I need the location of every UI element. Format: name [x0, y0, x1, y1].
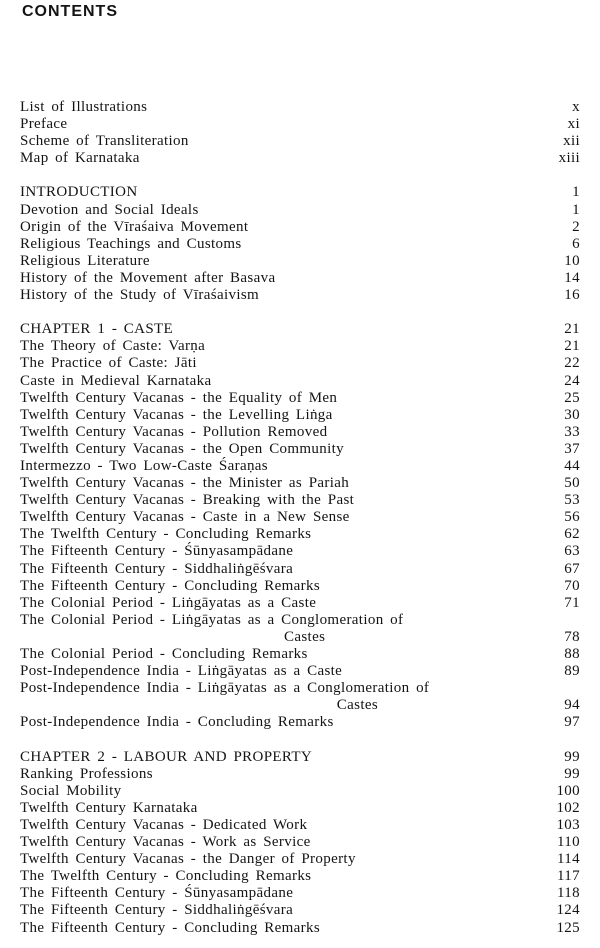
entry-page-number: 44	[564, 457, 580, 474]
entry-page-number: 1	[572, 201, 580, 218]
entry-page-number: x	[572, 99, 580, 115]
entry-title: Social Mobility	[20, 782, 122, 799]
toc-entry	[20, 355, 580, 372]
section-gap	[20, 731, 580, 748]
entry-title: The Practice of Caste: Jāti	[20, 355, 197, 372]
entry-page-number: 24	[564, 372, 580, 389]
entry-page-number: 118	[557, 885, 580, 902]
entry-page-number: 6	[572, 235, 580, 252]
entry-title: Origin of the Vīraśaiva Movement	[20, 218, 249, 235]
toc-entry	[20, 612, 580, 646]
toc-entry	[20, 595, 580, 612]
entry-title: Twelfth Century Vacanas - Work as Service	[20, 834, 311, 851]
entry-title: Devotion and Social Ideals	[20, 201, 199, 218]
entry-page-number: 125	[556, 919, 580, 936]
entry-page-number: 88	[564, 646, 580, 662]
entry-page-number: 99	[564, 748, 580, 765]
toc-entry	[20, 885, 580, 902]
toc-entry	[20, 920, 580, 937]
toc-entry	[20, 184, 580, 201]
contents-heading: CONTENTS	[22, 3, 118, 20]
toc-entry	[20, 561, 580, 578]
toc-entry	[20, 150, 580, 167]
entry-page-number: 33	[564, 423, 580, 440]
entry-title: The Colonial Period - Concluding Remarks	[20, 646, 308, 662]
toc-entry	[20, 783, 580, 800]
entry-title: History of the Movement after Basava	[20, 269, 276, 286]
toc-entry	[20, 800, 580, 817]
toc-entry	[20, 253, 580, 270]
entry-title: Map of Karnataka	[20, 150, 140, 167]
toc-entry	[20, 749, 580, 766]
entry-title: The Twelfth Century - Concluding Remarks	[20, 868, 312, 885]
toc-section	[20, 749, 580, 937]
toc-entry	[20, 543, 580, 560]
entry-page-number: 100	[556, 782, 580, 799]
entry-page-number: 2	[572, 218, 580, 235]
entry-page-number: 63	[564, 543, 580, 560]
entry-page-number: xii	[563, 133, 580, 150]
entry-title: The Fifteenth Century - Śūnyasampādane	[20, 543, 294, 560]
entry-page-number: 89	[564, 663, 580, 680]
entry-title: Scheme of Transliteration	[20, 133, 189, 150]
entry-page-number: 97	[564, 714, 580, 731]
toc-entry	[20, 475, 580, 492]
entry-page-number: 10	[564, 252, 580, 269]
toc-entry	[20, 321, 580, 338]
section-gap	[20, 167, 580, 184]
entry-title: Intermezzo - Two Low-Caste Śaraṇas	[20, 457, 268, 474]
entry-title: Twelfth Century Vacanas - the Equality of Men	[20, 389, 338, 406]
toc-entry	[20, 407, 580, 424]
entry-page-number: xi	[567, 116, 580, 133]
toc-entry	[20, 424, 580, 441]
toc-entry	[20, 338, 580, 355]
entry-title: Twelfth Century Vacanas - the Levelling Liṅga	[20, 406, 333, 423]
entry-page-number: 53	[564, 492, 580, 509]
entry-page-number: 56	[564, 509, 580, 526]
entry-title: Preface	[20, 116, 68, 133]
toc-entry	[20, 868, 580, 885]
entry-page-number: 102	[556, 799, 580, 816]
toc-entry	[20, 817, 580, 834]
entry-title: Twelfth Century Vacanas - the Minister as Pariah	[20, 475, 350, 492]
toc-entry	[20, 714, 580, 731]
entry-title: CHAPTER 2 - LABOUR AND PROPERTY	[20, 748, 313, 765]
entry-title: Twelfth Century Vacanas - Dedicated Work	[20, 816, 308, 833]
entry-page-number: 117	[557, 868, 580, 885]
toc-entry	[20, 578, 580, 595]
toc-entry	[20, 646, 580, 663]
entry-page-number: 94	[564, 697, 580, 714]
entry-page-number: 37	[564, 440, 580, 457]
entry-page-number: xiii	[558, 150, 580, 167]
entry-title: Religious Teachings and Customs	[20, 235, 242, 252]
entry-title: List of Illustrations	[20, 99, 148, 115]
toc-entry	[20, 287, 580, 304]
entry-title: The Fifteenth Century - Śūnyasampādane	[20, 885, 294, 902]
toc-entry	[20, 133, 580, 150]
toc-entry	[20, 270, 580, 287]
toc-entry	[20, 492, 580, 509]
toc-entry	[20, 663, 580, 680]
toc-entry	[20, 458, 580, 475]
entry-page-number: 14	[564, 269, 580, 286]
table-of-contents	[20, 99, 580, 937]
toc-entry	[20, 202, 580, 219]
entry-title: Post-Independence India - Liṅgāyatas as a Conglomeration of Castes	[20, 680, 430, 714]
toc-entry	[20, 851, 580, 868]
section-gap	[20, 304, 580, 321]
entry-page-number: 99	[564, 765, 580, 782]
toc-entry	[20, 219, 580, 236]
toc-entry	[20, 834, 580, 851]
entry-title: Twelfth Century Vacanas - the Danger of Property	[20, 851, 356, 868]
entry-page-number: 114	[557, 851, 580, 868]
entry-page-number: 110	[557, 834, 580, 851]
entry-page-number: 124	[556, 902, 580, 919]
entry-title: The Fifteenth Century - Siddhaliṅgēśvara	[20, 560, 294, 577]
entry-page-number: 25	[564, 389, 580, 406]
entry-title: The Theory of Caste: Varṇa	[20, 338, 206, 355]
toc-entry	[20, 116, 580, 133]
entry-title: CHAPTER 1 - CASTE	[20, 321, 174, 338]
toc-entry	[20, 509, 580, 526]
toc-entry	[20, 99, 580, 116]
entry-title: History of the Study of Vīraśaivism	[20, 287, 260, 304]
toc-entry	[20, 390, 580, 407]
toc-section	[20, 321, 580, 731]
entry-page-number: 62	[564, 526, 580, 543]
entry-title: Caste in Medieval Karnataka	[20, 372, 212, 389]
entry-title: Post-Independence India - Concluding Remarks	[20, 714, 334, 731]
entry-title: Twelfth Century Vacanas - the Open Community	[20, 440, 345, 457]
entry-page-number: 21	[564, 338, 580, 355]
entry-page-number: 1	[572, 184, 580, 201]
entry-page-number: 30	[564, 406, 580, 423]
entry-title: The Colonial Period - Liṅgāyatas as a Conglomeration of Castes	[20, 611, 404, 645]
entry-title: Post-Independence India - Liṅgāyatas as a Caste	[20, 663, 343, 680]
entry-title: INTRODUCTION	[20, 184, 138, 201]
entry-page-number: 70	[564, 577, 580, 594]
entry-title: The Fifteenth Century - Concluding Remarks	[20, 577, 321, 594]
toc-entry	[20, 441, 580, 458]
entry-page-number: 103	[556, 816, 580, 833]
toc-entry	[20, 766, 580, 783]
entry-title: Religious Literature	[20, 252, 150, 269]
entry-title: The Twelfth Century - Concluding Remarks	[20, 526, 312, 543]
entry-title: Twelfth Century Vacanas - Breaking with the Past	[20, 492, 355, 509]
toc-entry	[20, 373, 580, 390]
entry-title: The Fifteenth Century - Siddhaliṅgēśvara	[20, 902, 294, 919]
entry-page-number: 50	[564, 475, 580, 492]
entry-title: Twelfth Century Vacanas - Pollution Removed	[20, 423, 328, 440]
toc-entry	[20, 680, 580, 714]
toc-entry	[20, 902, 580, 919]
entry-title: Twelfth Century Karnataka	[20, 799, 198, 816]
entry-page-number: 71	[564, 594, 580, 611]
entry-title: The Fifteenth Century - Concluding Remarks	[20, 919, 321, 936]
entry-page-number: 16	[564, 287, 580, 304]
toc-section	[20, 184, 580, 304]
entry-title: Ranking Professions	[20, 765, 153, 782]
entry-page-number: 78	[564, 628, 580, 645]
entry-title: Twelfth Century Vacanas - Caste in a New Sense	[20, 509, 350, 526]
entry-title: The Colonial Period - Liṅgāyatas as a Caste	[20, 594, 317, 611]
toc-entry	[20, 236, 580, 253]
toc-section	[20, 99, 580, 167]
entry-page-number: 21	[564, 321, 580, 338]
toc-entry	[20, 526, 580, 543]
entry-page-number: 67	[564, 560, 580, 577]
entry-page-number: 22	[564, 355, 580, 372]
